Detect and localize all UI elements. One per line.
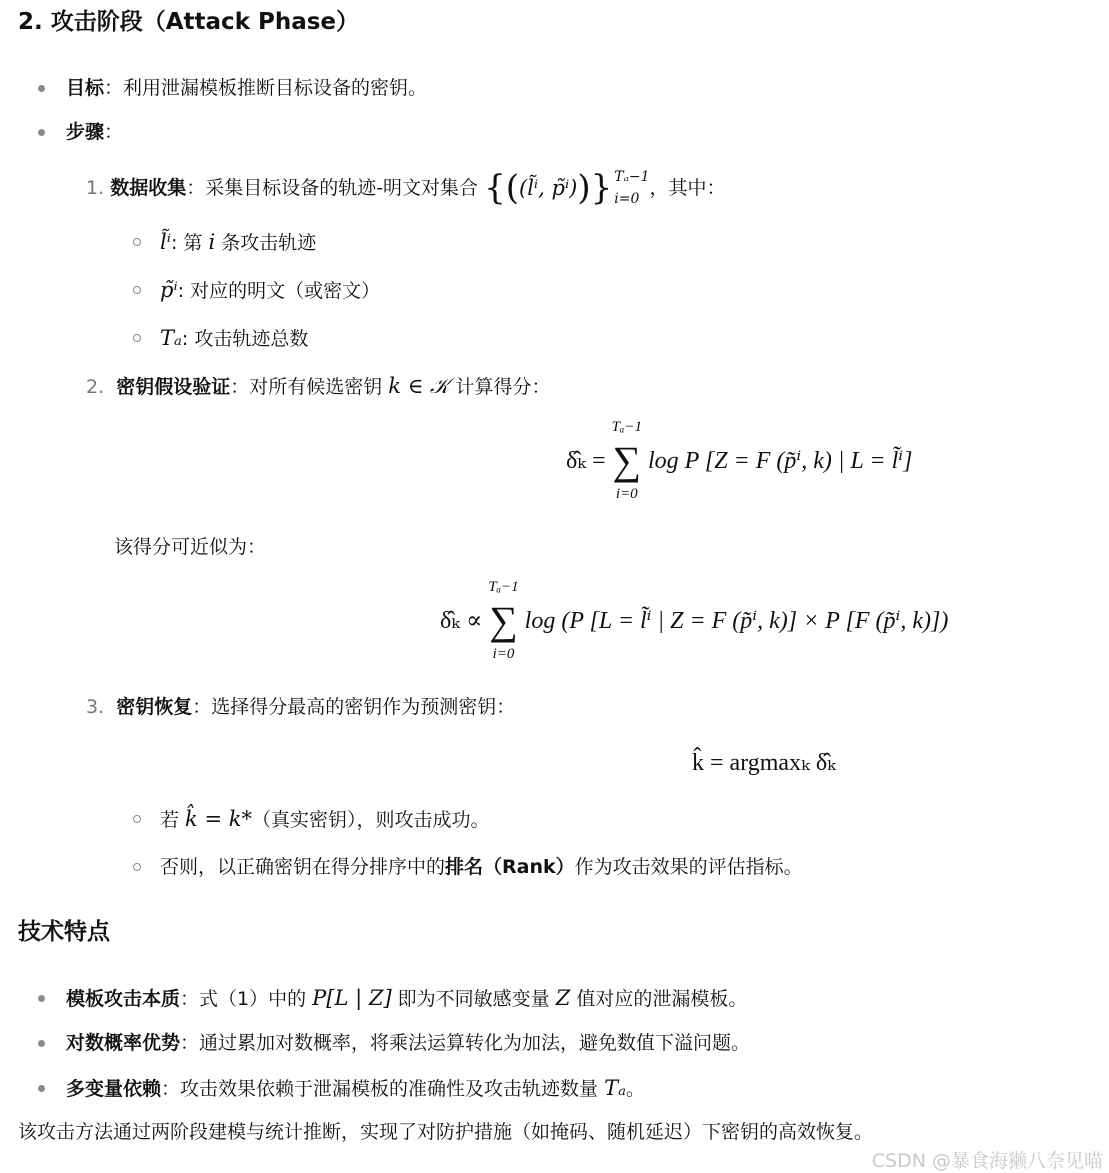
step-suffix: ，其中： xyxy=(649,177,726,199)
features-title: 技术特点 xyxy=(18,919,110,945)
feature-label: 多变量依赖 xyxy=(66,1078,162,1100)
math: i xyxy=(208,230,216,254)
sub-text: : 对应的明文（或密文） xyxy=(177,280,381,302)
sub-text: : 攻击轨迹总数 xyxy=(181,328,309,350)
circle-bullet-icon xyxy=(133,238,141,246)
sub-text: 否则，以正确密钥在得分排序中的 xyxy=(160,856,446,878)
sub-item xyxy=(160,324,308,353)
bullet-icon xyxy=(38,129,45,136)
bullet-icon xyxy=(38,1040,45,1047)
step-1 xyxy=(86,166,726,210)
formula-lhs: δ̂ₖ ∝ xyxy=(440,608,483,635)
circle-bullet-icon xyxy=(133,863,141,871)
formula-argmax: k̂ = argmaxₖ δ̂ₖ xyxy=(692,750,836,776)
watermark: CSDN @暴食海獭八奈见喵 xyxy=(871,1150,1103,1172)
sub-text: （真实密钥），则攻击成功。 xyxy=(251,809,490,831)
step-text: ：对所有候选密钥 xyxy=(230,376,389,398)
feature-text: ：攻击效果依赖于泄漏模板的准确性及攻击轨迹数量 xyxy=(161,1078,605,1100)
bullet-icon xyxy=(38,85,45,92)
steps-item xyxy=(66,118,123,146)
sub-text: : 第 xyxy=(170,232,209,254)
step-text: ：采集目标设备的轨迹-明文对集合 xyxy=(186,177,479,199)
step-text: ：选择得分最高的密钥作为预测密钥： xyxy=(192,696,516,718)
math: Tₐ xyxy=(160,326,182,350)
formula-lhs: δ̂ₖ = xyxy=(566,448,606,475)
step-2 xyxy=(86,372,550,401)
sum-lower: i=0 xyxy=(492,645,515,662)
section-title: 2. 攻击阶段（Attack Phase） xyxy=(18,9,360,35)
feature-item xyxy=(66,1074,645,1103)
feature-text: 即为不同敏感变量 xyxy=(391,988,556,1010)
formula-body: log P [Z = F (p̃ⁱ, k) | L = l̃ⁱ] xyxy=(647,448,913,475)
bullet-icon xyxy=(38,1085,45,1092)
sub-text: 若 xyxy=(160,809,186,831)
step-label: 数据收集 xyxy=(110,177,187,199)
formula-approx xyxy=(440,578,948,664)
conclusion: 该攻击方法通过两阶段建模与统计推断，实现了对防护措施（如掩码、随机延迟）下密钥的高效恢复。 xyxy=(18,1121,874,1143)
set-lower: i=0 xyxy=(614,191,640,207)
formula-score xyxy=(566,418,912,504)
step-number: 1. xyxy=(86,177,105,199)
feature-text: ：式（1）中的 xyxy=(180,988,313,1010)
circle-bullet-icon xyxy=(133,815,141,823)
goal-text: ：利用泄漏模板推断目标设备的密钥。 xyxy=(104,77,428,99)
steps-colon: ： xyxy=(104,121,124,143)
feature-label: 模板攻击本质 xyxy=(66,988,181,1010)
set-pair: (l̃ⁱ, p̃ⁱ) xyxy=(519,176,578,200)
sub-text: 作为攻击效果的评估指标。 xyxy=(574,856,803,878)
step-number: 3. xyxy=(86,696,105,718)
sum-symbol: Tₐ−1 ∑ i=0 xyxy=(611,419,642,502)
bullet-icon xyxy=(38,995,45,1002)
step-text: 计算得分： xyxy=(449,376,551,398)
math: Tₐ xyxy=(604,1076,626,1100)
sub-item xyxy=(160,805,489,834)
feature-text: 。 xyxy=(625,1078,645,1100)
goal-label: 目标 xyxy=(66,77,105,99)
sum-upper: Tₐ−1 xyxy=(611,419,642,435)
step-3 xyxy=(86,693,515,721)
sum-lower: i=0 xyxy=(615,485,638,502)
sum-upper: Tₐ−1 xyxy=(488,579,519,595)
set-upper: Tₐ−1 xyxy=(614,169,650,185)
feature-label: 对数概率优势 xyxy=(66,1032,181,1054)
math: l̃ⁱ xyxy=(160,230,171,254)
circle-bullet-icon xyxy=(133,286,141,294)
feature-item xyxy=(66,1029,750,1057)
approx-text: 该得分可近似为： xyxy=(114,536,267,558)
step-number: 2. xyxy=(86,376,105,398)
formula-body: log (P [L = l̃ⁱ | Z = F (p̃ⁱ, k)] × P [F (p̃ⁱ, k)]) xyxy=(524,608,949,635)
sub-item xyxy=(160,853,803,881)
feature-text: 值对应的泄漏模板。 xyxy=(570,988,748,1010)
sub-item xyxy=(160,228,316,257)
math: k ∈ 𝒦 xyxy=(388,374,450,398)
sub-text: 条攻击轨迹 xyxy=(215,232,317,254)
feature-text: ：通过累加对数概率，将乘法运算转化为加法，避免数值下溢问题。 xyxy=(180,1032,751,1054)
circle-bullet-icon xyxy=(133,334,141,342)
bold-text: 排名（Rank） xyxy=(445,856,575,878)
step-label: 密钥恢复 xyxy=(116,696,193,718)
math: k̂ = k* xyxy=(185,807,252,831)
step-label: 密钥假设验证 xyxy=(116,376,231,398)
sum-symbol: Tₐ−1 ∑ i=0 xyxy=(488,579,519,662)
sub-item xyxy=(160,276,380,305)
math: P[L | Z] xyxy=(312,986,392,1010)
feature-item xyxy=(66,984,747,1013)
math: Z xyxy=(555,986,571,1010)
set-expression: { ( (l̃ⁱ, p̃ⁱ) ) } Tₐ−1 i=0 xyxy=(484,168,650,208)
goal-item xyxy=(66,74,427,102)
math: p̃ⁱ xyxy=(160,278,178,302)
steps-label: 步骤 xyxy=(66,121,105,143)
